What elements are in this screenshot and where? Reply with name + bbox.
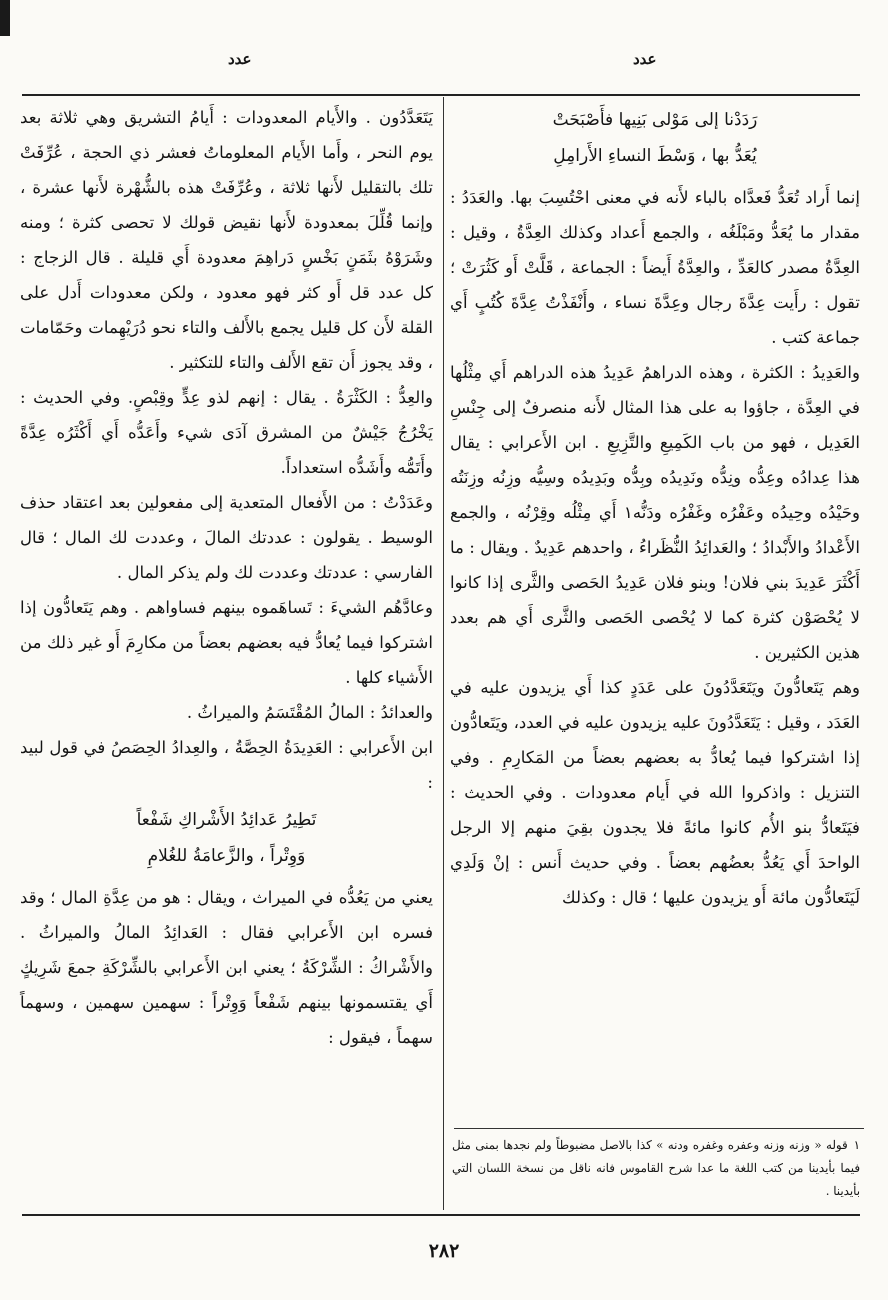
paragraph: ابن الأَعرابي : العَدِيدَةُ الحِصَّةُ ، والعِدادُ الحِصَصُ في قول لبيد : (20, 738, 433, 792)
paragraph: والعِدُّ : الكَثْرَةُ . يقال : إنهم لذو عِدٍّ وقِبْصٍ. وفي الحديث : يَخْرُجُ جَيْشٌ من المشرق آدَى شيء وأَعَدُّه أَي أَكْثَرُه عِدَّةً وأَتَمُّه وأَشَدُّه استعداداً. (20, 388, 433, 477)
paragraph: يعني من يَعُدُّه في الميراث ، ويقال : هو من عِدَّةِ المال ؛ وقد فسره ابن الأَعرابي فقال : العَدائِدُ المالُ والميراثُ . والأَشْراكُ : الشِّرْكَةُ ؛ يعني ابن الأَعرابي بالشِّرْكَةِ جمعَ شَرِيكٍ أَي يقتسمونها بينهم شَفْعاً وَوِتْراً : سهمين سهمين ، وسهماً سهماً ، فيقول : (20, 888, 433, 1047)
paragraph: وعَدَدْتُ : من الأَفعال المتعدية إلى مفعولين بعد اعتقاد حذف الوسيط . يقولون : عددتك المالَ ، وعددت لك المال ؛ قال الفارسي : عددتك وعددت لك ولم يذكر المال . (20, 493, 433, 582)
verse-line: تَطِيرُ عَدائِدُ الأَشْراكِ شَفْعاً (136, 810, 317, 830)
running-head-right: عدد (633, 50, 657, 68)
paragraph: والعَدِيدُ : الكثرة ، وهذه الدراهمُ عَدِيدُ هذه الدراهم أَي مِثْلُها في العِدَّة ، جاؤوا به على هذا المثال لأَنه منصرفٌ إلى جِنْسِ العَدِيل ، فهو من باب الكَمِيعِ والتَّزِيعِ . ابن الأَعرابي : يقال هذا عِدادُه وعِدُّه ونِدُّه ونَدِيدُه وبِدُّه وبَدِيدُه وسِيُّه وزِنُه وزِنَتُه وحَيْدُه وحِيدُه وعَفْرُه وغَفْرُه ودَنُّه١ أَي مِثْلُه وقِرْنُه ، والجمع الأَعْدادُ والأَبْدادُ ؛ والعَدائِدُ النُّظَراءُ ، واحدهم عَدِيدٌ . ويقال : ما أَكْثَرَ عَدِيدَ بني فلان! وبنو فلان عَدِيدُ الحَصى والثَّرى إذا كانوا لا يُحْصَوْن كثرة كما لا يُحْصى الحَصى والثَّرى أَي هم بعدد هذين الكثيرين . (450, 363, 860, 662)
footnote (452, 1134, 860, 1203)
paragraph: يَتَعَدَّدُون . والأَيام المعدودات : أَيامُ التشريق وهي ثلاثة بعد يوم النحر ، وأَما الأَيام المعلوماتُ فعشر ذي الحجة ، عُرِّفَتْ تلك بالتقليل لأَنها ثلاثة ، وعُرِّفَتْ هذه بالشُّهْرة لأَنها عشرة ، وإنما قُلِّلَ بمعدودة لأَنها نقيض قولك لا تحصى كثرة ؛ ومنه وشَرَوْهُ بثَمَنٍ بَخْسٍ دَراهِمَ معدودة أَي قليلة . قال الزجاج : كل عدد قل أَو كثر فهو معدود ، ولكن معدودات أَدل على القلة لأَن كل قليل يجمع بالأَلف والتاء نحو دُرَيْهِمات وحَمّامات ، وقد يجوز أَن تقع الأَلف والتاء للتكثير . (20, 108, 433, 372)
footnote-number: ١ (853, 1138, 860, 1152)
left-column (20, 100, 433, 1055)
footnote-rule (454, 1128, 864, 1129)
footer-rule (22, 1214, 860, 1216)
paragraph: وعادَّهُم الشيءَ : تَساهَموه بينهم فساواهم . وهم يَتَعادُّون إذا اشتركوا فيما يُعادُّ فيه بعضهم بعضاً من مكارِمَ أَو غير ذلك من الأَشياء كلها . (20, 598, 433, 687)
column-divider (443, 97, 444, 1210)
verse-block (20, 802, 433, 874)
right-column (450, 100, 860, 915)
paragraph: والعدائدُ : المالُ المُقْتَسَمُ والميراثُ . (186, 703, 433, 722)
paragraph: إنما أَراد تُعَدُّ فَعدَّاه بالباء لأَنه في معنى احْتُسِبَ بها. والعَدَدُ : مقدار ما يُعَدُّ ومَبْلَغُه ، والجمع أَعداد وكذلك العِدَّةُ ، وقيل : العِدَّةُ مصدر كالعَدِّ ، والعِدَّةُ أَيضاً : الجماعة ، قَلَّتْ أَو كَثُرَتْ ؛ تقول : رأَيت عِدَّةَ رجال وعِدَّةَ نساء ، وأَنْفَذْتُ عِدَّةَ كُتُبٍ أَي جماعة كتب . (450, 188, 860, 347)
page-number: ٢٨٢ (428, 1240, 460, 1262)
verse-line: رَدَدْنا إلى مَوْلى بَنِيها فأَصْبَحَتْ (552, 110, 758, 130)
paragraph: وهم يَتَعادُّونَ ويَتَعَدَّدُونَ على عَدَدٍ كذا أَي يزيدون عليه في العَدَد ، وقيل : يَتَعَدَّدُونَ عليه يزيدون عليه في العدد، ويَتَعادُّون إذا اشتركوا فيما يُعادُّ به بعضهم بعضاً من المَكارِمِ . وفي التنزيل : واذكروا الله في أَيام معدودات . وفي الحديث : فيَتَعادُّ بنو الأُم كانوا مائةً فلا يجدون بقِيَ منهم إلا الرجل الواحدَ أَي يَعُدُّ بعضُهم بعضاً . وفي حديث أَنس : إنْ وَلَدِي لَيَتَعادُّون مائة أَو يزيدون عليها ؛ قال : وكذلك (450, 678, 860, 907)
footnote-text: قوله « وزنه وزنه وعفره وغفره ودنه » كذا بالاصل مضبوطاً ولم نجدها بمنى مثل فيما بأيدينا من كتب اللغة ما عدا شرح القاموس فانه ناقل من نسخة اللسان التي بأيدينا . (452, 1138, 860, 1198)
verse-line: يُعَدُّ بها ، وَسْطَ النساءِ الأَرامِلِ (553, 146, 757, 166)
running-head-left: عدد (228, 50, 252, 68)
header-rule (22, 94, 860, 96)
scan-corner-mark (0, 0, 10, 36)
verse-line: وَوِتْراً ، والزَّعامَةُ للغُلامِ (147, 846, 306, 866)
verse-block (450, 102, 860, 174)
